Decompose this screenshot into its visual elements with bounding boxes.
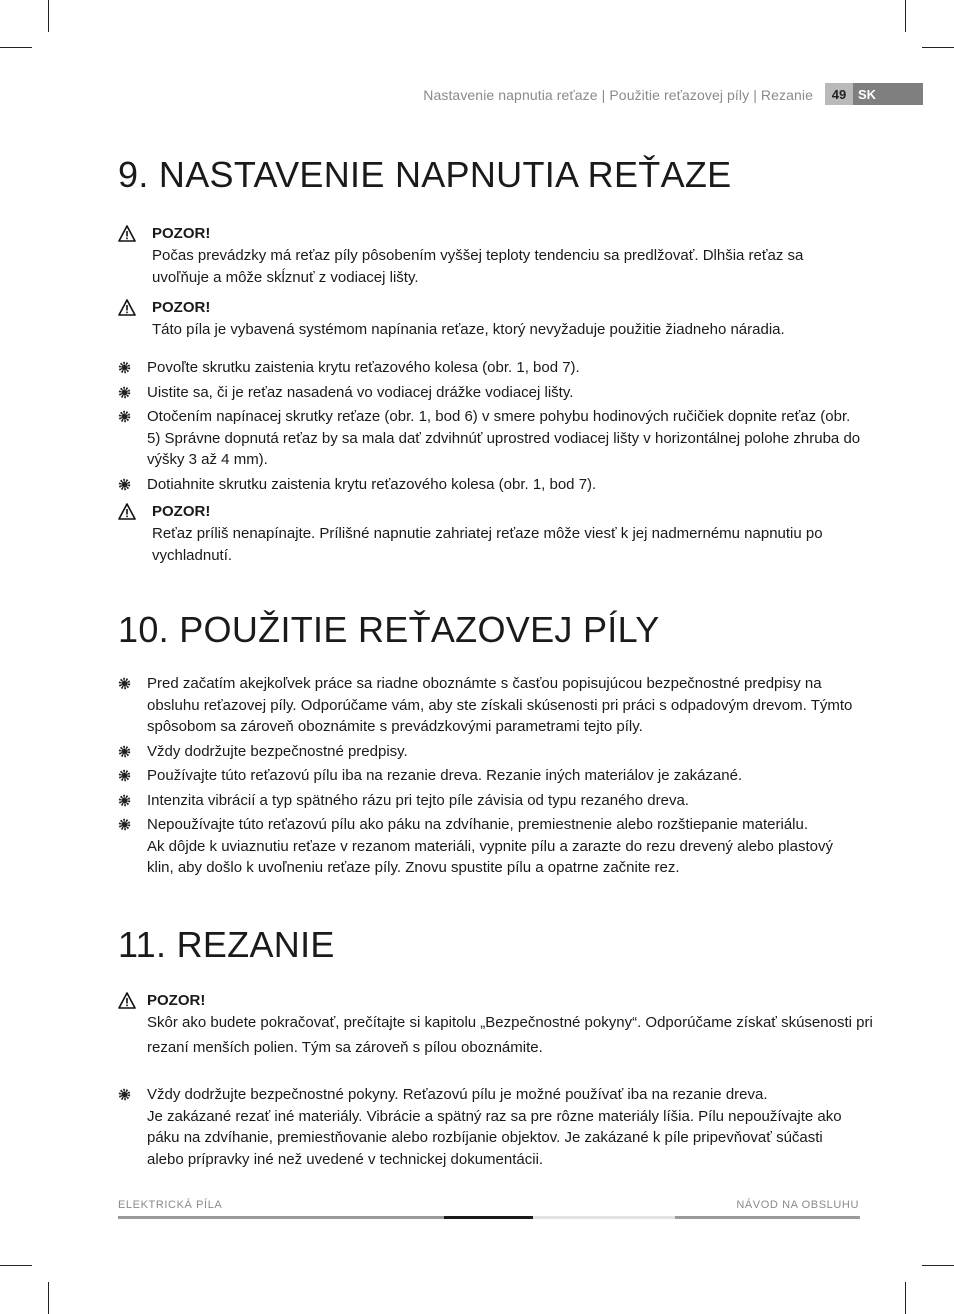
warning-text: Počas prevádzky má reťaz píly pôsobením vyššej teploty tendenciu sa predlžovať. Dlhšia reťaz sa uvoľňuje a môže skĺznuť z vodiacej lišty.	[152, 247, 804, 286]
warning-triangle-icon	[118, 503, 136, 520]
warning-triangle-icon	[118, 299, 136, 316]
crop-mark	[922, 47, 954, 48]
gear-bullet-icon	[118, 478, 131, 491]
warning-title: POZOR!	[152, 503, 211, 520]
list-item-text: Je zakázané rezať iné materiály. Vibrácie a spätný raz sa pre rôzne materiály líšia. Pílu nepoužívajte ako páku na zdvíhanie, premiestňovanie alebo rozbíjanie objektov. Je zakázané k píle pripevňovať súčasti alebo prípravky iné než uvedené v technickej dokumentácii.	[147, 1107, 842, 1168]
gear-bullet-icon	[118, 818, 131, 831]
list-item	[118, 1084, 863, 1170]
crop-mark	[922, 1265, 954, 1266]
list-item-text: Otočením napínacej skrutky reťaze (obr. 1, bod 6) v smere pohybu hodinových ručičiek dopnite reťaz (obr. 5) Správne dopnutá reťaz by sa mala dať zdvihnúť uprostred vodiacej lišty v horizontálnej polohe zhruba do výšky 3 až 4 mm).	[147, 408, 861, 468]
footer-doc-type: NÁVOD NA OBSLUHU	[736, 1199, 859, 1211]
gear-bullet-icon	[118, 794, 131, 807]
list-item-text: Nepoužívajte túto reťazovú pílu ako páku na zdvíhanie, premiestnenie alebo rozštiepanie materiálu.	[147, 816, 809, 833]
crop-mark	[905, 0, 906, 32]
gear-bullet-icon	[118, 769, 131, 782]
language-code: SK	[853, 83, 923, 105]
crop-mark	[48, 1282, 49, 1314]
warning-triangle-icon	[118, 992, 136, 1009]
list-item	[118, 765, 863, 787]
list-item-text: Ak dôjde k uviaznutiu reťaze v rezanom materiáli, vypnite pílu a zarazte do rezu drevený alebo plastový klin, aby došlo k uvoľneniu reťaze píly. Znovu spustite pílu a opatrne začnite rez.	[147, 837, 833, 876]
list-item	[118, 741, 863, 763]
gear-bullet-icon	[118, 1088, 131, 1101]
list-item-text: Používajte túto reťazovú pílu iba na rezanie dreva. Rezanie iných materiálov je zakázané.	[147, 767, 743, 784]
warning-triangle-icon	[118, 225, 136, 242]
instruction-list	[118, 1084, 863, 1173]
warning-title: POZOR!	[147, 992, 206, 1009]
crop-mark	[905, 1282, 906, 1314]
footer-rule	[533, 1216, 675, 1219]
warning-text-line: rezaní menších polien. Tým sa zároveň s pílou oboznámite.	[147, 1039, 543, 1056]
warning-block	[118, 223, 863, 293]
list-item	[118, 406, 863, 471]
warning-block	[118, 990, 873, 1060]
crop-mark	[48, 0, 49, 32]
warning-title: POZOR!	[152, 299, 211, 316]
instruction-list	[118, 673, 863, 882]
crop-mark	[0, 47, 32, 48]
list-item	[118, 382, 863, 404]
page-number: 49	[825, 83, 853, 105]
list-item	[118, 474, 863, 496]
warning-text	[147, 1010, 877, 1060]
list-item	[118, 790, 863, 812]
list-item-text: Povoľte skrutku zaistenia krytu reťazového kolesa (obr. 1, bod 7).	[147, 359, 580, 376]
list-item	[118, 673, 863, 738]
footer-product-name: ELEKTRICKÁ PÍLA	[118, 1199, 223, 1211]
list-item	[118, 814, 863, 879]
warning-block	[118, 501, 863, 571]
gear-bullet-icon	[118, 361, 131, 374]
gear-bullet-icon	[118, 386, 131, 399]
section-10-title: 10. POUŽITIE REŤAZOVEJ PÍLY	[118, 609, 660, 650]
list-item-text: Intenzita vibrácií a typ spätného rázu pri tejto píle závisia od typu rezaného dreva.	[147, 791, 689, 809]
gear-bullet-icon	[118, 745, 131, 758]
list-item-text: Dotiahnite skrutku zaistenia krytu reťazového kolesa (obr. 1, bod 7).	[147, 475, 597, 493]
section-11-title: 11. REZANIE	[118, 924, 335, 965]
list-item-text: Pred začatím akejkoľvek práce sa riadne oboznámte s časťou popisujúcou bezpečnostné predpisy na obsluhu reťazovej píly. Odporúčame vám, aby ste získali skúsenosti pri práci s odpadovým drevom. Týmto spôsobom sa zároveň oboznámite s prevádzkovými parametrami tejto píly.	[147, 675, 853, 735]
footer-rule	[118, 1216, 444, 1219]
list-item	[118, 357, 863, 379]
list-item-text: Uistite sa, či je reťaz nasadená vo vodiacej drážke vodiacej lišty.	[147, 383, 574, 401]
warning-block	[118, 297, 863, 345]
section-9-title: 9. NASTAVENIE NAPNUTIA REŤAZE	[118, 154, 732, 195]
running-header: Nastavenie napnutia reťaze | Použitie reťazovej píly | Rezanie	[423, 87, 813, 103]
warning-text: Táto píla je vybavená systémom napínania reťaze, ktorý nevyžaduje použitie žiadneho náradia.	[152, 321, 785, 338]
list-item-text: Vždy dodržujte bezpečnostné predpisy.	[147, 742, 408, 760]
warning-title: POZOR!	[152, 225, 211, 242]
gear-bullet-icon	[118, 677, 131, 690]
gear-bullet-icon	[118, 410, 131, 423]
list-item-text: Vždy dodržujte bezpečnostné pokyny. Reťazovú pílu je možné používať iba na rezanie dreva.	[147, 1086, 768, 1103]
warning-text: Reťaz príliš nenapínajte. Prílišné napnutie zahriatej reťaze môže viesť k jej nadmernému napnutiu po vychladnutí.	[152, 525, 823, 564]
page-badge	[825, 83, 923, 105]
instruction-list	[118, 357, 863, 498]
warning-text-line: Skôr ako budete pokračovať, prečítajte si kapitolu „Bezpečnostné pokyny“. Odporúčame získať skúsenosti pri	[147, 1014, 873, 1031]
footer-rule	[675, 1216, 860, 1219]
crop-mark	[0, 1265, 32, 1266]
footer-rule	[444, 1216, 533, 1219]
